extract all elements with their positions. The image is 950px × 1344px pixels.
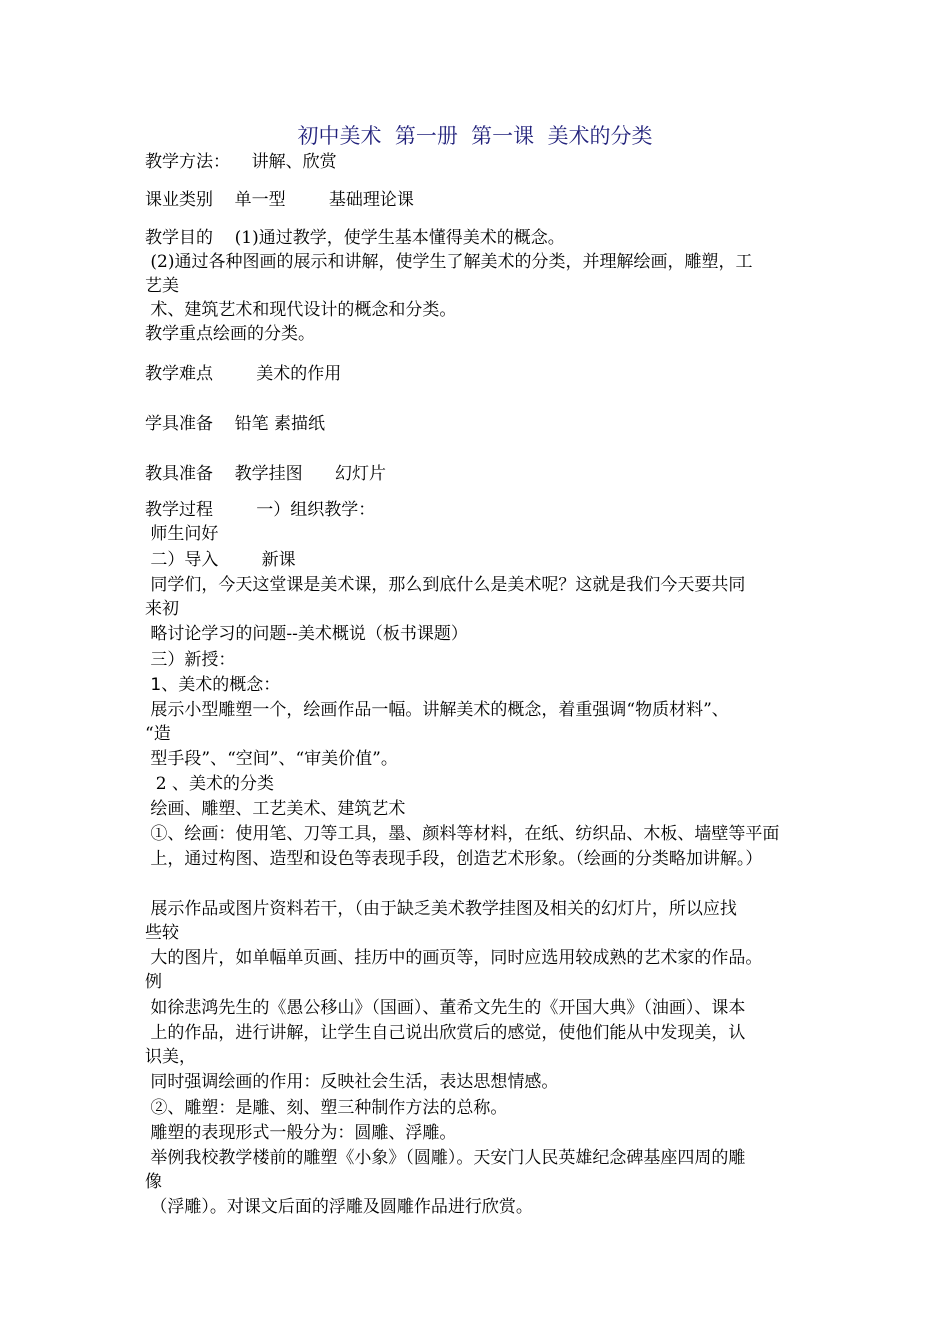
paragraph-line: (2)通过各种图画的展示和讲解，使学生了解美术的分类，并理解绘画，雕塑，工 [145, 252, 753, 272]
paragraph-line: 同学们，今天这堂课是美术课，那么到底什么是美术呢？这就是我们今天要共同 [145, 575, 746, 595]
paragraph-line: 型手段”、“空间”、“审美价值”。 [145, 749, 398, 769]
paragraph-line: 术、建筑艺术和现代设计的概念和分类。 [145, 300, 457, 320]
paragraph-line: 展示小型雕塑一个，绘画作品一幅。讲解美术的概念，着重强调“物质材料”、 [145, 700, 729, 720]
paragraph-line: （浮雕）。对课文后面的浮雕及圆雕作品进行欣赏。 [145, 1197, 533, 1217]
paragraph-line: 来初 [145, 599, 179, 619]
paragraph-line: 上，通过构图、造型和设色等表现手段，创造艺术形象。（绘画的分类略加讲解。） [145, 849, 763, 869]
document-title: 初中美术 第一册 第一课 美术的分类 [297, 124, 653, 148]
paragraph-line: 雕塑的表现形式一般分为：圆雕、浮雕。 [145, 1123, 457, 1143]
paragraph-line: 识美， [145, 1047, 196, 1067]
section-heading: 2 、美术的分类 [145, 774, 275, 794]
student-materials-line: 学具准备 铅笔 素描纸 [145, 414, 326, 434]
teaching-focus-line: 教学重点绘画的分类。 [145, 324, 315, 344]
paragraph-line: ①、绘画：使用笔、刀等工具，墨、颜料等材料，在纸、纺织品、木板、墙壁等平面 [145, 824, 780, 844]
teaching-difficulty-line: 教学难点 美术的作用 [145, 364, 342, 384]
section-heading: 三）新授： [145, 650, 236, 670]
course-type-line: 课业类别 单一型 基础理论课 [145, 190, 414, 210]
paragraph-line: 像 [145, 1172, 162, 1192]
paragraph-line: “造 [145, 724, 171, 744]
paragraph-line: 师生问好 [145, 524, 219, 544]
teaching-method-line: 教学方法： 讲解、欣赏 [145, 152, 337, 172]
paragraph-line: 大的图片，如单幅单页画、挂历中的画页等，同时应选用较成熟的艺术家的作品。 [145, 948, 763, 968]
teaching-process-line: 教学过程 一）组织教学： [145, 500, 376, 520]
teacher-materials-line: 教具准备 教学挂图 幻灯片 [145, 464, 387, 484]
paragraph-line: 如徐悲鸿先生的《愚公移山》（国画）、董希文先生的《开国大典》（油画）、课本 [145, 998, 746, 1018]
teaching-goal-line: 教学目的 (1)通过教学，使学生基本懂得美术的概念。 [145, 228, 565, 248]
paragraph-line: 艺美 [145, 276, 179, 296]
paragraph-line: 绘画、雕塑、工艺美术、建筑艺术 [145, 799, 406, 819]
paragraph-line: 略讨论学习的问题--美术概说（板书课题） [145, 624, 468, 644]
paragraph-line: 二）导入 新课 [145, 550, 296, 570]
paragraph-line: 同时强调绘画的作用：反映社会生活，表达思想情感。 [145, 1072, 559, 1092]
paragraph-line: ②、雕塑：是雕、刻、塑三种制作方法的总称。 [145, 1098, 508, 1118]
paragraph-line: 例 [145, 972, 162, 992]
paragraph-line: 展示作品或图片资料若干，（由于缺乏美术教学挂图及相关的幻灯片，所以应找 [145, 899, 737, 919]
paragraph-line: 些较 [145, 923, 179, 943]
paragraph-line: 举例我校教学楼前的雕塑《小象》（圆雕）。天安门人民英雄纪念碑基座四周的雕 [145, 1148, 746, 1168]
section-heading: 1、美术的概念： [145, 675, 281, 695]
paragraph-line: 上的作品，进行讲解，让学生自己说出欣赏后的感觉，使他们能从中发现美，认 [145, 1023, 746, 1043]
